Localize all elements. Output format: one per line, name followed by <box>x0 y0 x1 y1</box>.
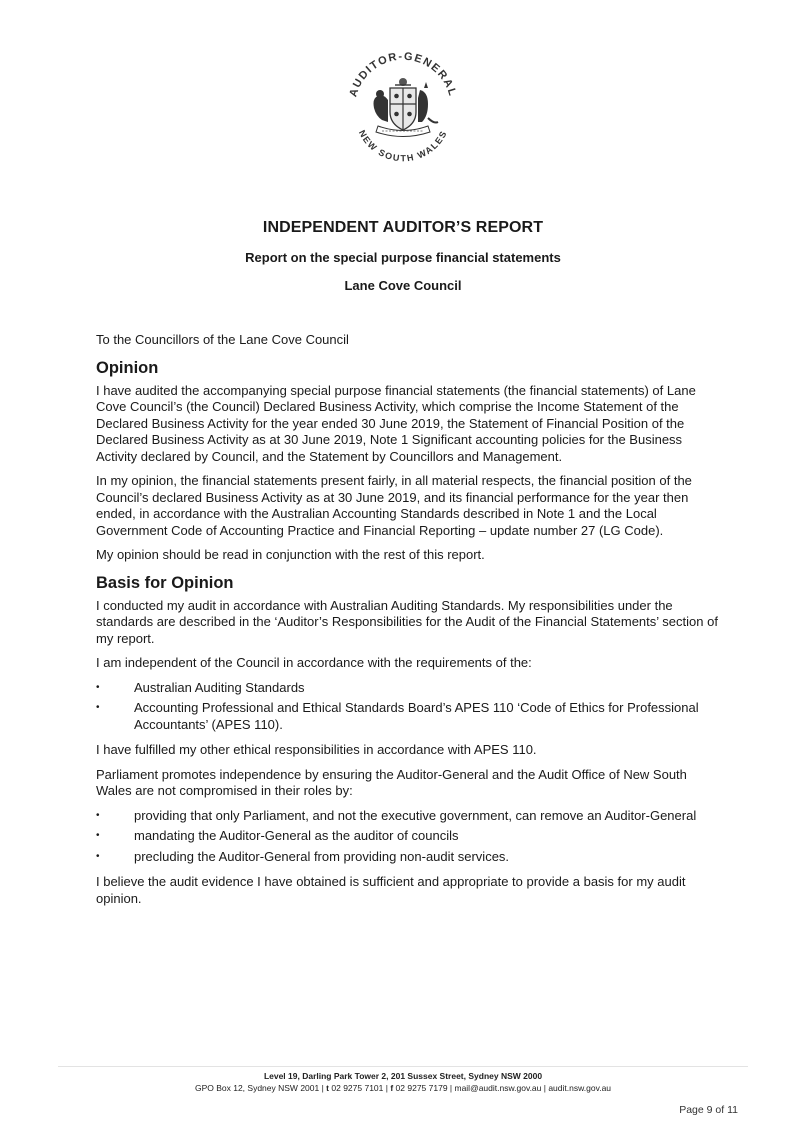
list-item <box>96 849 720 866</box>
footer-postal: GPO Box 12, Sydney NSW 2001 <box>194 1083 320 1093</box>
bullet-icon: • <box>96 809 100 821</box>
footer-website: audit.nsw.gov.au <box>548 1083 612 1093</box>
list-item-text: providing that only Parliament, and not the executive government, can remove an Auditor-General <box>134 807 697 823</box>
bullet-icon: • <box>96 681 100 693</box>
crest-icon <box>338 38 468 178</box>
report-title: INDEPENDENT AUDITOR’S REPORT <box>262 219 544 236</box>
footer-fax: 02 9275 7179 <box>395 1083 448 1093</box>
svg-text:AUDITOR-GENERAL: AUDITOR-GENERAL <box>347 50 459 99</box>
independence-requirements-list <box>96 680 720 734</box>
footer-contact: GPO Box 12, Sydney NSW 2001 | t 02 9275 7101 | f 02 9275 7179 | mail@audit.nsw.gov.au | audit.nsw.gov.au <box>194 1083 612 1093</box>
list-item <box>96 828 720 845</box>
basis-paragraph: I believe the audit evidence I have obtained is sufficient and appropriate to provide a basis for my audit opinion. <box>96 874 686 906</box>
opinion-paragraph: My opinion should be read in conjunction with the rest of this report. <box>96 547 485 562</box>
report-subtitle: Report on the special purpose financial statements <box>245 250 561 265</box>
bullet-icon: • <box>96 702 100 713</box>
council-name: Lane Cove Council <box>344 278 462 293</box>
footer-email: mail@audit.nsw.gov.au <box>454 1083 542 1093</box>
list-item <box>96 808 720 825</box>
basis-paragraph: I am independent of the Council in accordance with the requirements of the: <box>96 655 532 670</box>
list-item-text: Accounting Professional and Ethical Standards Board’s APES 110 ‘Code of Ethics for Professional Accountants’ (APES 110). <box>134 700 699 732</box>
footer-divider <box>58 1066 748 1067</box>
list-item <box>96 680 720 697</box>
footer-address: Level 19, Darling Park Tower 2, 201 Sussex Street, Sydney NSW 2000 <box>263 1071 543 1081</box>
opinion-paragraph: I have audited the accompanying special purpose financial statements (the financial statements) of Lane Cove Council’s (the Council) Declared Business Activity, which comprise the Income Statement of the Declared Business Activity for the year ended 30 June 2019, the Statement of Financial Position of the Declared Business Activity as at 30 June 2019, Note 1 Significant accounting policies for the Business Activity declared by Council, and the Statement by Councillors and Management. <box>96 382 696 464</box>
basis-paragraph: Parliament promotes independence by ensuring the Auditor-General and the Audit Office of New South Wales are not compromised in their roles by: <box>96 766 687 798</box>
basis-heading: Basis for Opinion <box>96 573 234 592</box>
auditor-general-seal <box>338 38 468 178</box>
basis-paragraph: I conducted my audit in accordance with Australian Auditing Standards. My responsibilities under the standards are described in the ‘Auditor’s Responsibilities for the Audit of the Financial Statements’ section of my report. <box>96 597 718 646</box>
bullet-icon: • <box>96 850 100 862</box>
svg-text:NEW SOUTH WALES: NEW SOUTH WALES <box>356 128 450 164</box>
page-number: Page 9 of 11 <box>679 1104 738 1116</box>
list-item <box>96 700 720 733</box>
list-item-text: precluding the Auditor-General from providing non-audit services. <box>134 848 510 864</box>
bullet-icon: • <box>96 830 100 841</box>
list-item-text: Australian Auditing Standards <box>134 679 305 695</box>
list-item-text: mandating the Auditor-General as the auditor of councils <box>134 828 459 843</box>
independence-roles-list <box>96 808 720 866</box>
footer-phone: 02 9275 7101 <box>331 1083 384 1093</box>
opinion-heading: Opinion <box>96 358 159 377</box>
opinion-paragraph: In my opinion, the financial statements present fairly, in all material respects, the financial position of the Council’s declared Business Activity as at 30 June 2019, and its financial performance for the year then ended, in accordance with the Australian Accounting Standards described in Note 1 and the Local Government Code of Accounting Practice and Financial Reporting – update number 27 (LG Code). <box>96 473 692 538</box>
addressee-line: To the Councillors of the Lane Cove Council <box>96 332 349 347</box>
basis-paragraph: I have fulfilled my other ethical responsibilities in accordance with APES 110. <box>96 742 537 757</box>
report-body <box>96 332 720 915</box>
